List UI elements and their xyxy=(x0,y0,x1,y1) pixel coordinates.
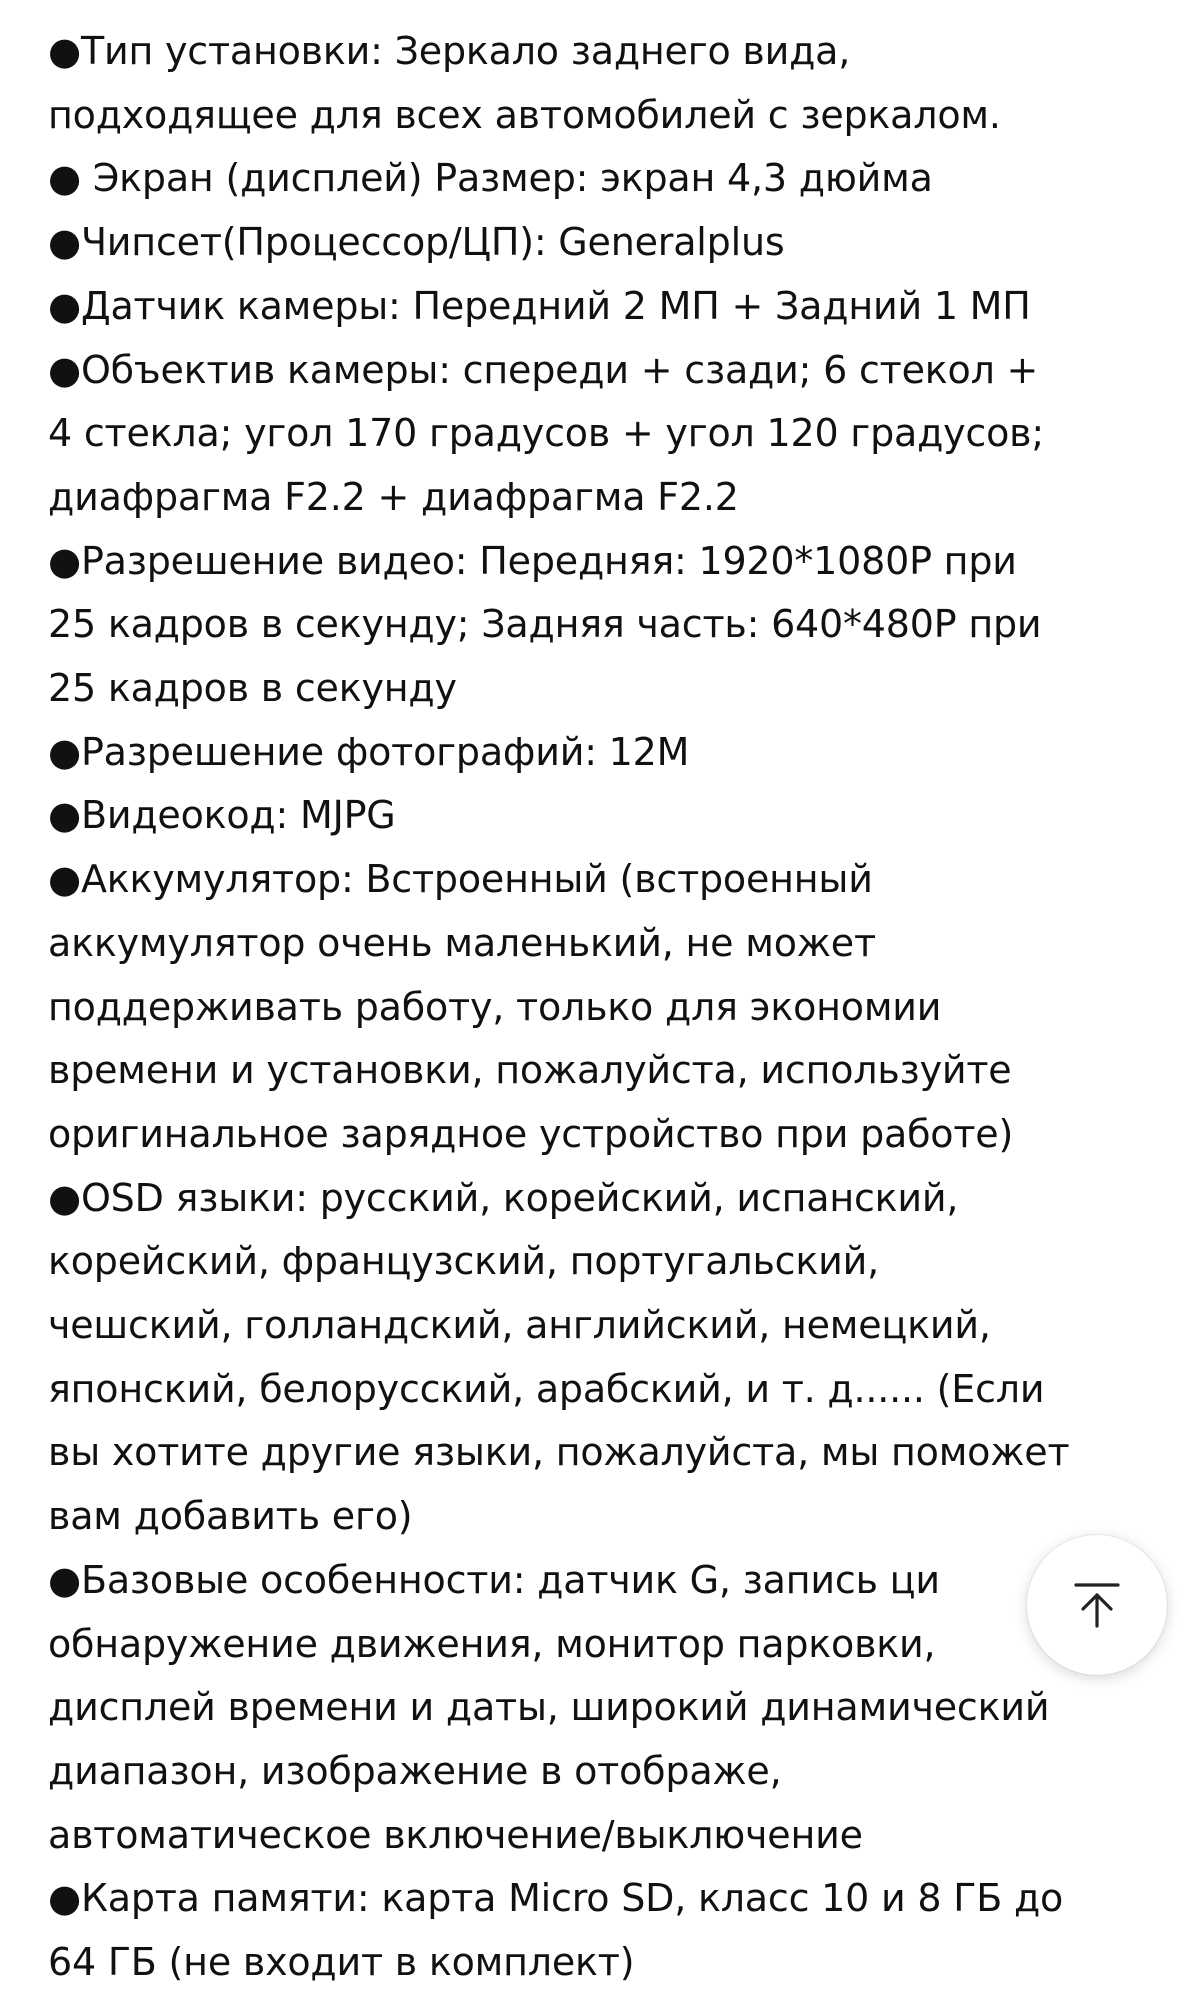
spec-line: ●Карта памяти: карта Micro SD, класс 10 и 8 ГБ до xyxy=(48,1876,1064,1921)
spec-line: дисплей времени и даты, широкий динамический xyxy=(48,1685,1050,1730)
spec-line: вы хотите другие языки, пожалуйста, мы поможет xyxy=(48,1430,1070,1475)
product-description xyxy=(48,20,1178,1995)
spec-line: чешский, голландский, английский, немецкий, xyxy=(48,1303,991,1348)
spec-line: оригинальное зарядное устройство при работе) xyxy=(48,1111,1014,1156)
arrow-up-icon xyxy=(1072,1580,1122,1630)
spec-line: 25 кадров в секунду; Задняя часть: 640*480P при xyxy=(48,602,1042,647)
spec-line: ●Разрешение фотографий: 12M xyxy=(48,729,690,774)
spec-line: обнаружение движения, монитор парковки, xyxy=(48,1621,936,1666)
spec-line: автоматическое включение/выключение xyxy=(48,1812,863,1857)
spec-line: подходящее для всех автомобилей с зеркалом. xyxy=(48,92,1001,137)
spec-line: ●Аккумулятор: Встроенный (встроенный xyxy=(48,857,873,902)
spec-line: ●Тип установки: Зеркало заднего вида, xyxy=(48,29,851,73)
spec-line: 4 стекла; угол 170 градусов + угол 120 градусов; xyxy=(48,411,1044,456)
spec-line: корейский, французский, португальский, xyxy=(48,1239,879,1284)
spec-line: диафрагма F2.2 + диафрагма F2.2 xyxy=(48,474,739,519)
spec-line: ●Разрешение видео: Передняя: 1920*1080P при xyxy=(48,538,1017,583)
spec-line: ● Экран (дисплей) Размер: экран 4,3 дюйма xyxy=(48,156,933,201)
spec-line: времени и установки, пожалуйста, используйте xyxy=(48,1048,1012,1093)
spec-line: поддерживать работу, только для экономии xyxy=(48,984,942,1029)
spec-line: 25 кадров в секунду xyxy=(48,666,457,711)
spec-line: ●Базовые особенности: датчик G, запись ци xyxy=(48,1557,940,1602)
spec-line: вам добавить его) xyxy=(48,1494,413,1539)
spec-line: ●OSD языки: русский, корейский, испанский, xyxy=(48,1175,959,1220)
spec-line: диапазон, изображение в отображе, xyxy=(48,1748,782,1793)
spec-line: аккумулятор очень маленький, не может xyxy=(48,920,876,965)
spec-line: ●Объектив камеры: спереди + сзади; 6 стекол + xyxy=(48,347,1039,392)
scroll-to-top-button[interactable] xyxy=(1027,1535,1167,1675)
spec-line: ●Датчик камеры: Передний 2 МП + Задний 1 МП xyxy=(48,283,1031,328)
spec-line: ●Чипсет(Процессор/ЦП): Generalplus xyxy=(48,220,785,265)
spec-line: японский, белорусский, арабский, и т. д...... (Если xyxy=(48,1366,1045,1411)
spec-line: ●Видеокод: MJPG xyxy=(48,793,396,838)
spec-line: 64 ГБ (не входит в комплект) xyxy=(48,1940,635,1985)
